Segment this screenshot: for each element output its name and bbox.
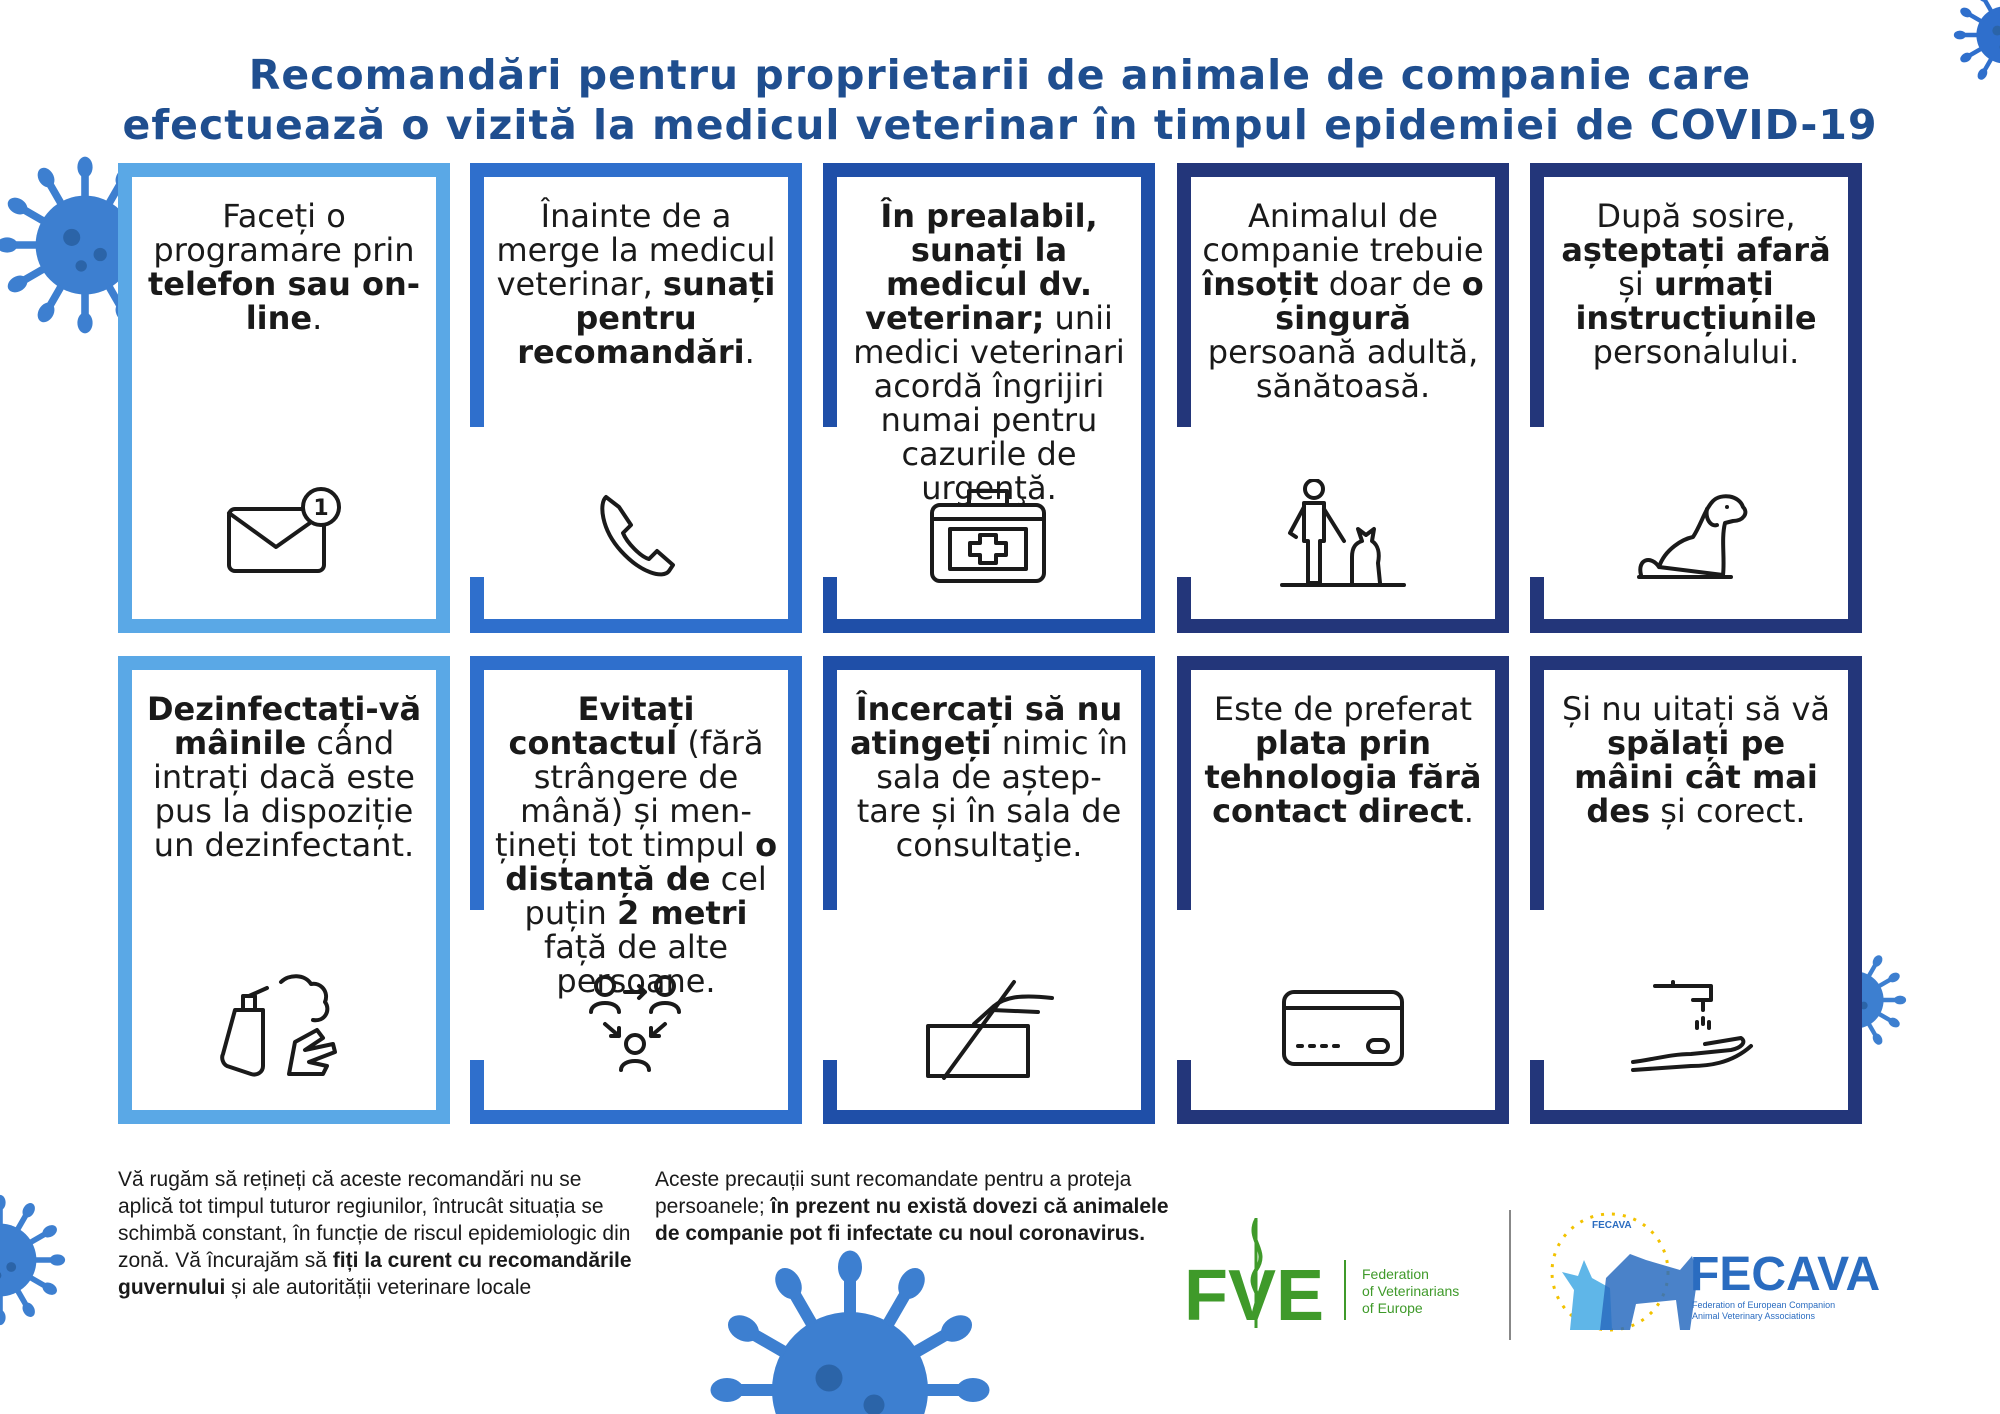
footer-disclaimer [118,1166,638,1301]
fecava-mark: FECAVA [1690,1248,1881,1301]
text: . [312,299,323,337]
bold-text: spălați pe mâini cât mai des [1574,724,1818,830]
credit-card-icon [1268,970,1418,1080]
first-aid-kit-icon [914,479,1064,589]
text: când intrați dacă este pus la dispoziție un dezinfectant. [153,724,415,864]
bold-text: în prezent nu există dovezi că animalele de companie pot fi infectate cu noul coronavirus. [655,1195,1169,1245]
recommendation-card [470,656,802,1124]
fve-line-3: of Europe [1362,1300,1423,1316]
text: persoană adultă, sănătoasă. [1207,333,1479,405]
text: unii medici veterinari acordă îngrijiri numai pentru cazurile de urgenţă. [853,299,1125,507]
text: nimic în sala de aștep-tare și în sala de consultaţie. [856,724,1128,864]
bold-text: o distanță de [505,826,778,898]
bold-text: 2 metri [616,894,748,932]
title-line-1: Recomandări pentru proprietarii de animale de companie care [248,51,1752,99]
card-text [142,199,426,335]
text: Și nu uitați să vă [1561,690,1831,728]
text: Animalul de companie trebuie [1202,197,1484,269]
bold-text: urmați instrucțiunile [1575,265,1817,337]
fecava-logo [1552,1214,1880,1330]
bold-text: așteptați afară [1561,231,1831,269]
text: Faceți o programare prin [153,197,415,269]
fve-mark: FVE [1184,1256,1325,1336]
recommendation-card [1530,656,1862,1124]
card-text [142,692,426,862]
title-line-2: efectuează o vizită la medicul veterinar în timpul epidemiei de COVID-19 [122,101,1878,149]
person-with-dog-icon [1268,479,1418,589]
envelope-badge: 1 [313,496,329,521]
bold-text: însoțit [1202,265,1319,303]
card-text [494,692,778,998]
card-text [847,199,1131,505]
recommendation-card [118,656,450,1124]
no-touch-icon [914,970,1064,1080]
virus-bottom-center-icon [700,1240,1000,1414]
text: și [1618,265,1654,303]
text: . [744,333,755,371]
recommendation-card [1177,656,1509,1124]
partner-logos [1160,1160,1960,1390]
phone-icon [561,479,711,589]
page-title [0,50,2000,150]
fecava-ring-text: FECAVA [1592,1220,1632,1231]
fecava-line-1: Federation of European Companion [1692,1300,1836,1310]
virus-top-right-icon [1950,0,2000,90]
text: Vă rugăm să rețineți că aceste recomandări nu se aplică tot timpul tuturor regiunilor, întrucât situația se schimbă constant, în funcție de riscul epidemiologic din zonă. Vă încurajăm să [118,1168,631,1272]
bold-text: Evitați contactul [508,690,695,762]
hand-sanitizer-icon [209,970,359,1080]
bold-text: telefon sau on-line [147,265,421,337]
recommendation-card [470,163,802,633]
bold-text: o singură [1275,265,1484,337]
virus-bottom-left-icon [0,1190,70,1330]
dog-icon [1621,479,1771,589]
bold-text: fiți la curent cu recomandările guvernului [118,1249,632,1299]
text: . [1463,792,1474,830]
text: Aceste precauții sunt recomandate pentru a proteja persoanele; [655,1168,1132,1218]
card-text [1554,692,1838,828]
card-text [494,199,778,369]
card-text [1554,199,1838,369]
recommendation-card [823,656,1155,1124]
card-text [847,692,1131,862]
recommendation-card [1177,163,1509,633]
text: personalului. [1592,333,1800,371]
bold-text: sunați pentru recomandări [517,265,776,371]
card-text [1201,199,1485,403]
envelope-icon [209,479,359,589]
fecava-line-2: Animal Veterinary Associations [1692,1311,1816,1321]
text: față de alte persoane. [543,928,729,1000]
text: cel puțin [524,860,767,932]
fve-logo [1184,1218,1459,1336]
card-text [1201,692,1485,828]
bold-text: Dezinfectați-vă mâinile [146,690,422,762]
bold-text: Încercați să nu atingeți [850,690,1123,762]
fve-line-1: Federation [1362,1266,1429,1282]
footer-precaution-note [655,1166,1185,1247]
text: și ale autorității veterinare locale [225,1276,532,1299]
recommendation-card [1530,163,1862,633]
hand-washing-icon [1621,970,1771,1080]
bold-text: În prealabil, sunați la medicul dv. veterinar; [865,197,1098,337]
text: doar de [1318,265,1462,303]
bold-text: plata prin tehnologia fără contact direct [1204,724,1482,830]
text: Înainte de a merge la medicul veterinar, [496,197,776,303]
text: (fără strângere de mână) și men-țineți tot timpul [494,724,764,864]
recommendation-card [823,163,1155,633]
fve-line-2: of Veterinarians [1362,1283,1460,1299]
text: și corect. [1650,792,1806,830]
text: După sosire, [1596,197,1796,235]
text: Este de preferat [1213,690,1473,728]
recommendation-card [118,163,450,633]
social-distance-icon [561,970,711,1080]
